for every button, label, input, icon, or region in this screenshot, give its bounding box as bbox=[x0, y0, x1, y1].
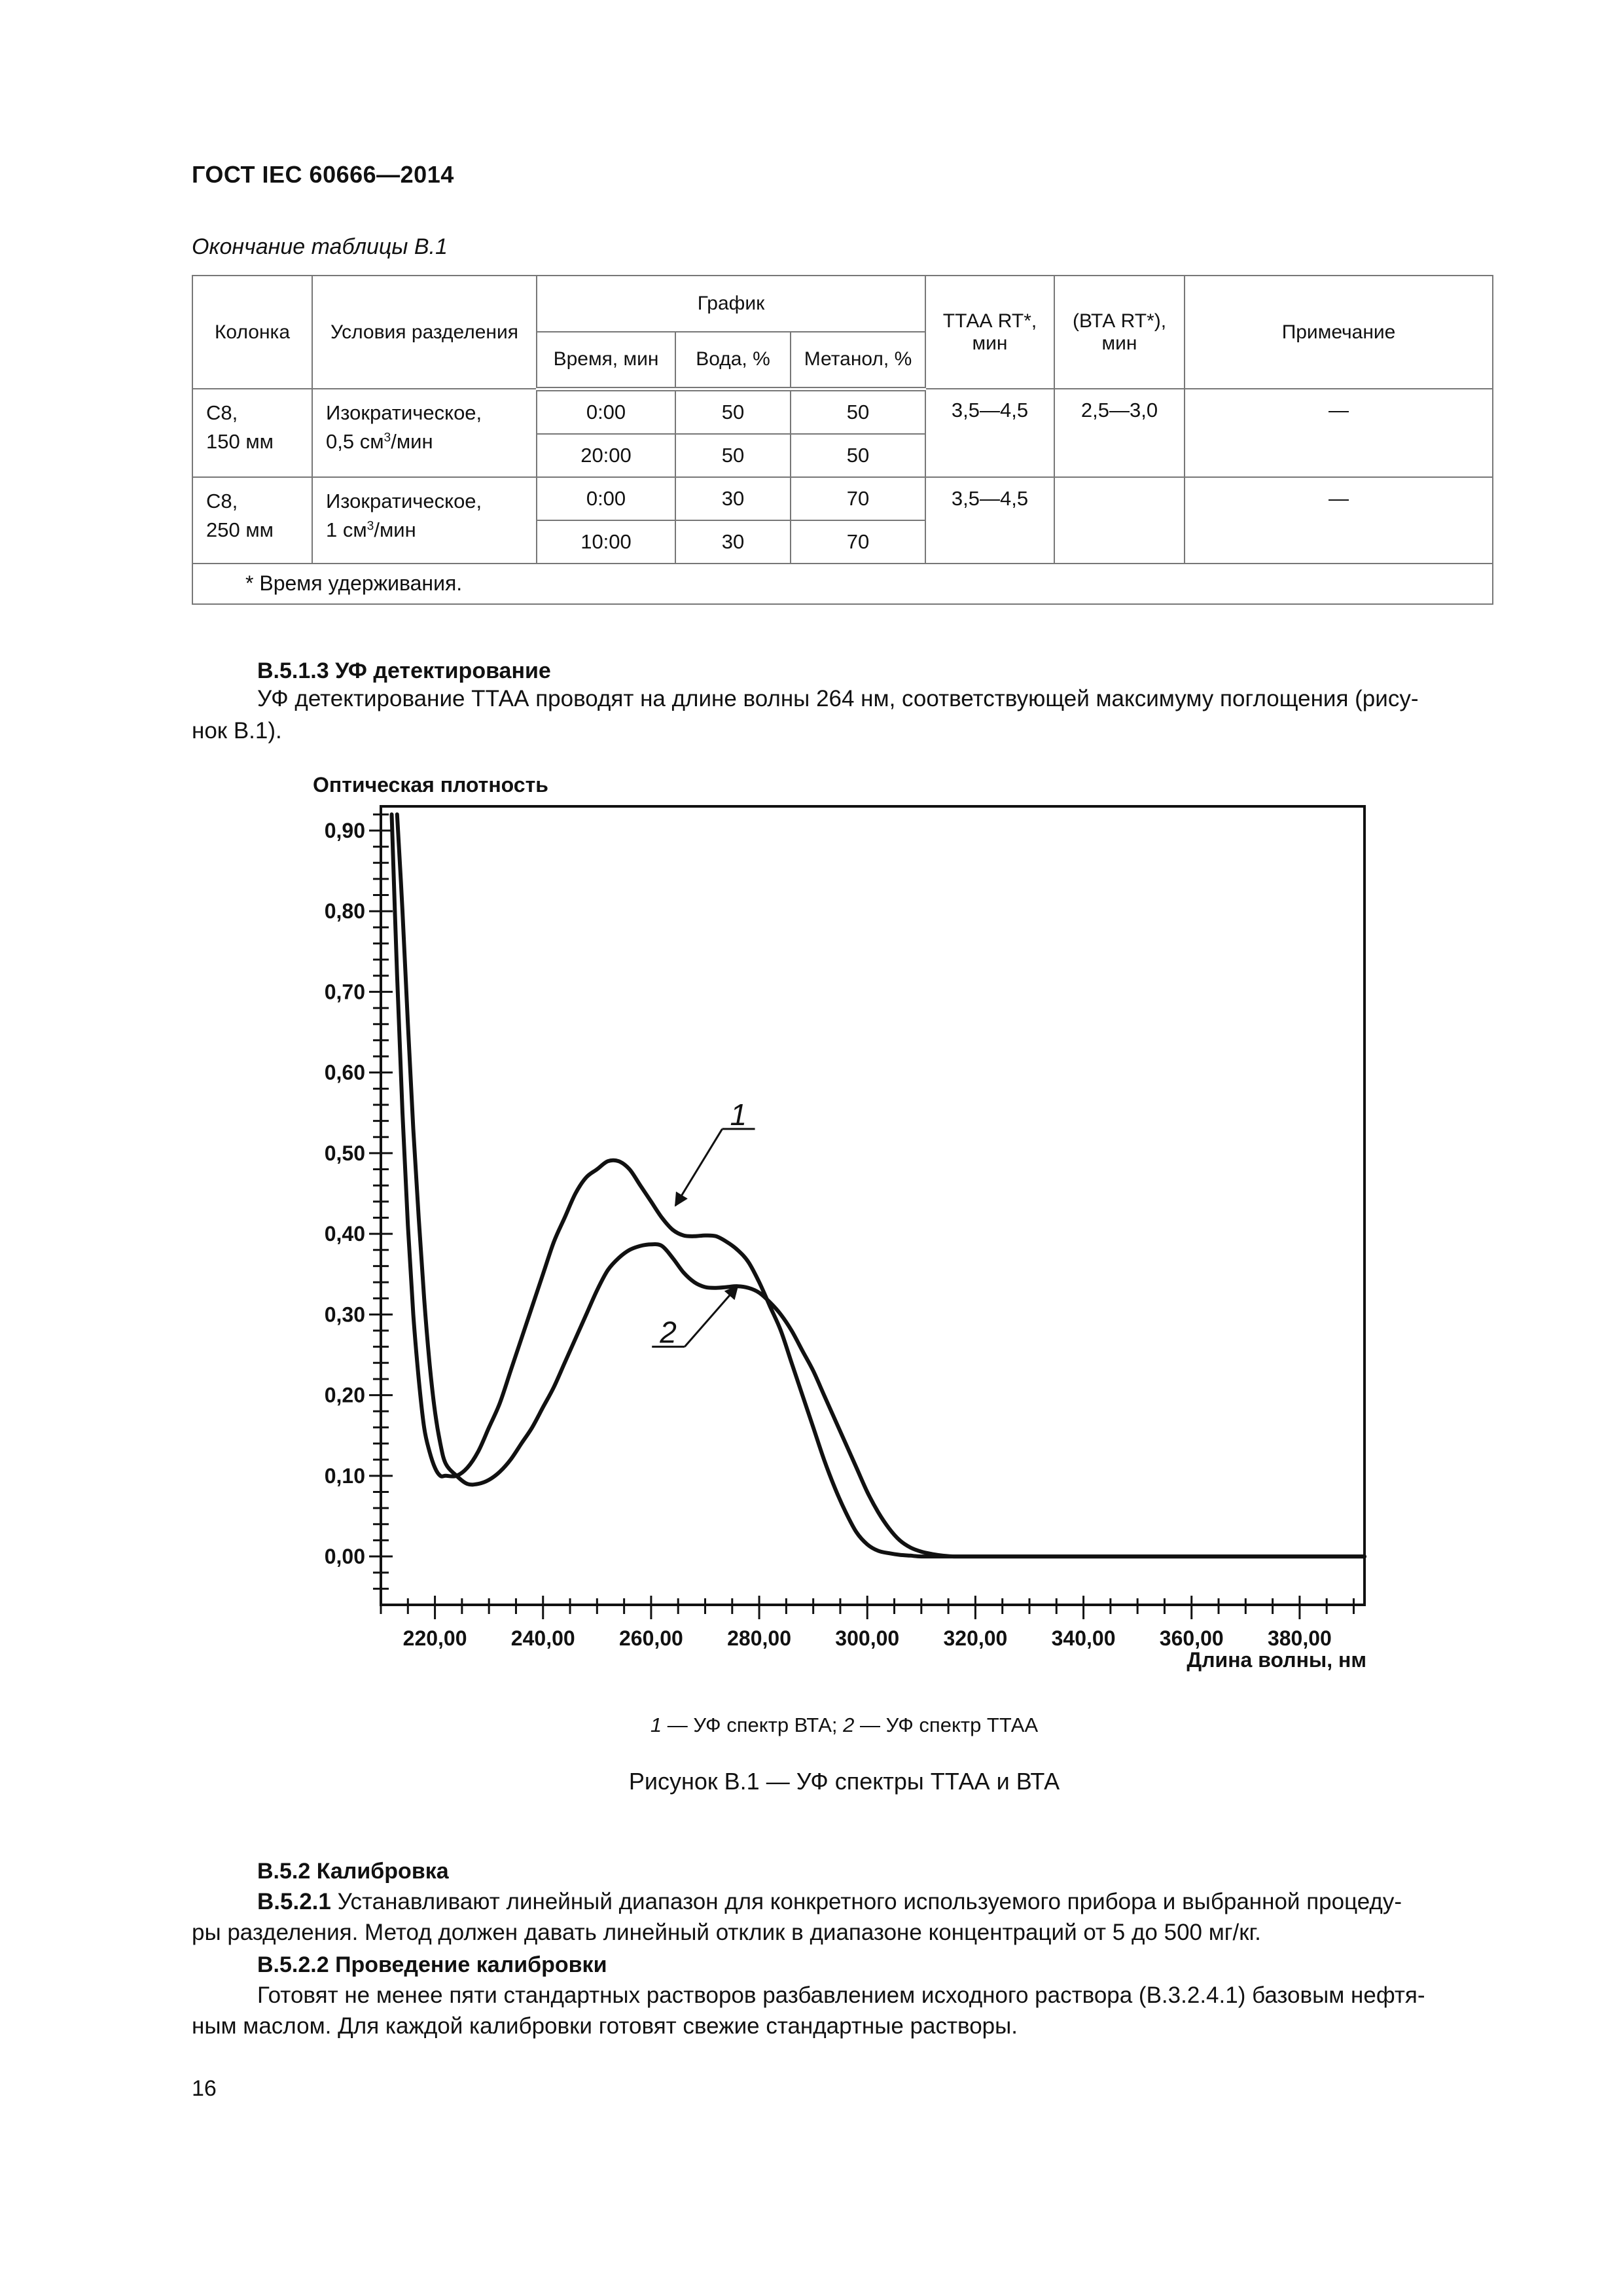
paragraph-line: нок В.1). bbox=[192, 718, 282, 744]
section-heading-b522: В.5.2.2 Проведение калибровки bbox=[257, 1952, 607, 1977]
paragraph-line: Готовят не менее пяти стандартных растворов разбавлением исходного раствора (В.3.2.4.1) базовым нефтя- bbox=[257, 1982, 1425, 2008]
time-cell: 20:00 bbox=[537, 434, 675, 477]
methanol-cell: 50 bbox=[791, 434, 925, 477]
x-tick-label: 300,00 bbox=[835, 1626, 900, 1650]
header-schedule: График bbox=[537, 276, 925, 332]
series-line-2 bbox=[397, 814, 1364, 1556]
bta-cell: 2,5—3,0 bbox=[1054, 389, 1185, 477]
y-tick-label: 0,50 bbox=[324, 1141, 365, 1165]
figure-caption: Рисунок В.1 — УФ спектры ТТАА и ВТА bbox=[628, 1768, 1060, 1795]
x-tick-label: 220,00 bbox=[402, 1626, 467, 1650]
column-cell: С8, 250 мм bbox=[192, 477, 312, 564]
conditions-cell: Изократическое, 1 $см^3$/мин bbox=[312, 477, 537, 564]
series-line-1 bbox=[392, 814, 1365, 1556]
y-tick-label: 0,30 bbox=[324, 1302, 365, 1327]
callout-arrow bbox=[685, 1286, 738, 1346]
note-cell: — bbox=[1185, 389, 1493, 477]
x-tick-label: 340,00 bbox=[1051, 1626, 1116, 1650]
x-tick-label: 360,00 bbox=[1159, 1626, 1224, 1650]
document-header: ГОСТ IEC 60666—2014 bbox=[192, 161, 454, 188]
header-bta: (ВТА RT*), мин bbox=[1054, 276, 1185, 389]
time-cell: 0:00 bbox=[537, 477, 675, 520]
page-number: 16 bbox=[192, 2076, 217, 2101]
x-tick-label: 280,00 bbox=[727, 1626, 792, 1650]
header-time: Время, мин bbox=[537, 332, 675, 389]
x-tick-label: 260,00 bbox=[618, 1626, 683, 1650]
axis-tick-labels bbox=[325, 819, 1332, 1650]
y-tick-label: 0,00 bbox=[324, 1545, 365, 1569]
ttaa-cell: 3,5—4,5 bbox=[925, 477, 1054, 564]
conditions-cell: Изократическое, 0,5 $см^3$/мин bbox=[312, 389, 537, 477]
header-note: Примечание bbox=[1185, 276, 1493, 389]
x-tick-label: 380,00 bbox=[1267, 1626, 1332, 1650]
y-tick-label: 0,10 bbox=[324, 1463, 365, 1488]
x-axis-label: Длина волны, нм bbox=[1186, 1648, 1366, 1672]
column-cell: С8, 150 мм bbox=[192, 389, 312, 477]
series-lines bbox=[392, 814, 1365, 1556]
methanol-cell: 50 bbox=[791, 389, 925, 434]
y-tick-label: 0,80 bbox=[324, 899, 365, 924]
callout-arrow bbox=[675, 1129, 722, 1206]
figure-legend: 1 — УФ спектр ВТА; 2 — УФ спектр ТТАА bbox=[650, 1713, 1039, 1736]
water-cell: 50 bbox=[675, 389, 791, 434]
header-water: Вода, % bbox=[675, 332, 791, 389]
section-heading-b52: В.5.2 Калибровка bbox=[257, 1859, 449, 1884]
ttaa-cell: 3,5—4,5 bbox=[925, 389, 1054, 477]
x-tick-label: 240,00 bbox=[510, 1626, 575, 1650]
plot-frame bbox=[381, 806, 1364, 1605]
time-cell: 0:00 bbox=[537, 389, 675, 434]
axis-ticks bbox=[369, 814, 1353, 1619]
methanol-cell: 70 bbox=[791, 477, 925, 520]
section-heading-b513: В.5.1.3 УФ детектирование bbox=[257, 658, 551, 683]
paragraph-line: ры разделения. Метод должен давать линейный отклик в диапазоне концентраций от 5 до 500 мг/кг. bbox=[192, 1920, 1261, 1945]
table-footnote: * Время удерживания. bbox=[192, 564, 1493, 604]
methanol-cell: 70 bbox=[791, 520, 925, 564]
x-tick-label: 320,00 bbox=[943, 1626, 1008, 1650]
paragraph-line: УФ детектирование ТТАА проводят на длине волны 264 нм, соответствующей максимуму поглощения (рису- bbox=[257, 686, 1419, 711]
paragraph-line: В.5.2.1 Устанавливают линейный диапазон для конкретного используемого прибора и выбранной процеду- bbox=[257, 1889, 1402, 1914]
note-cell: — bbox=[1185, 477, 1493, 564]
water-cell: 50 bbox=[675, 434, 791, 477]
paragraph-line: ным маслом. Для каждой калибровки готовят свежие стандартные растворы. bbox=[192, 2013, 1018, 2039]
header-column: Колонка bbox=[192, 276, 312, 389]
series-callout-label-1: 1 bbox=[730, 1097, 747, 1132]
y-tick-label: 0,70 bbox=[324, 980, 365, 1004]
y-tick-label: 0,20 bbox=[324, 1383, 365, 1407]
y-tick-label: 0,40 bbox=[324, 1222, 365, 1246]
series-callout-label-2: 2 bbox=[660, 1315, 677, 1350]
time-cell: 10:00 bbox=[537, 520, 675, 564]
y-axis-label: Оптическая плотность bbox=[313, 773, 548, 797]
y-tick-label: 0,60 bbox=[324, 1060, 365, 1085]
header-conditions: Условия разделения bbox=[312, 276, 537, 389]
y-tick-label: 0,90 bbox=[324, 818, 365, 842]
water-cell: 30 bbox=[675, 520, 791, 564]
table-caption: Окончание таблицы В.1 bbox=[192, 234, 448, 259]
header-ttaa: ТТАА RT*, мин bbox=[925, 276, 1054, 389]
water-cell: 30 bbox=[675, 477, 791, 520]
header-methanol: Метанол, % bbox=[791, 332, 925, 389]
